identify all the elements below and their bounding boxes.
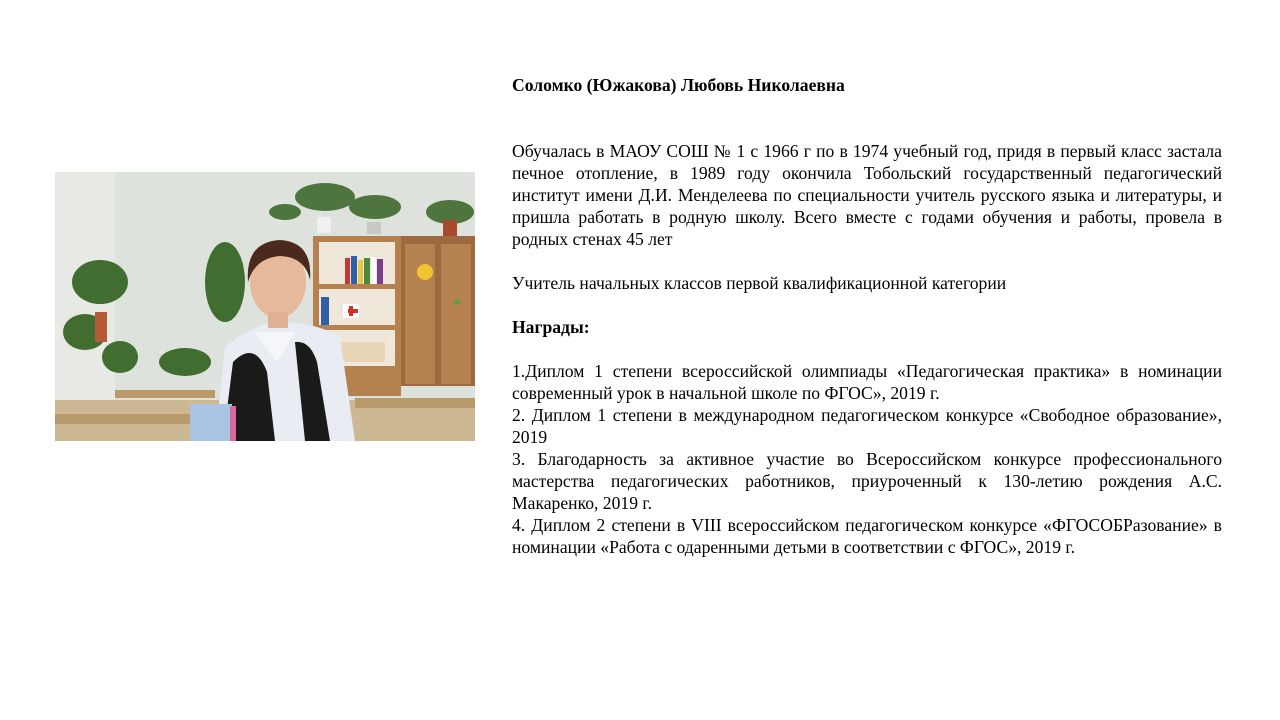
portrait-photo-icon bbox=[55, 172, 475, 441]
awards-list bbox=[512, 360, 1222, 558]
award-item: 2. Диплом 1 степени в международном педагогическом конкурсе «Свободное образование», 2019 bbox=[512, 405, 1222, 447]
person-bio: Обучалась в МАОУ СОШ № 1 с 1966 г по в 1974 учебный год, придя в первый класс застала печное отопление, в 1989 году окончила Тобольский государственный педагогический институт имени Д.И. Менделеева по специальности учитель русского языка и литературы, и пришла работать в родную школу. Всего вместе с годами обучения и работы, провела в родных стенах 45 лет bbox=[512, 141, 1222, 249]
profile-text bbox=[512, 74, 1222, 558]
award-item: 1.Диплом 1 степени всероссийской олимпиады «Педагогическая практика» в номинации современный урок в начальной школе по ФГОС», 2019 г. bbox=[512, 361, 1222, 403]
award-item: 3. Благодарность за активное участие во Всероссийском конкурсе профессионального мастерства педагогических работников, приуроченный к 130-летию рождения А.С. Макаренко, 2019 г. bbox=[512, 449, 1222, 513]
awards-heading: Награды: bbox=[512, 317, 590, 337]
person-name: Соломко (Южакова) Любовь Николаевна bbox=[512, 75, 845, 95]
teacher-portrait-photo bbox=[55, 172, 475, 441]
award-item: 4. Диплом 2 степени в VIII всероссийском педагогическом конкурсе «ФГОСОБРазование» в номинации «Работа с одаренными детьми в соответствии с ФГОС», 2019 г. bbox=[512, 515, 1222, 557]
person-position: Учитель начальных классов первой квалификационной категории bbox=[512, 273, 1007, 293]
